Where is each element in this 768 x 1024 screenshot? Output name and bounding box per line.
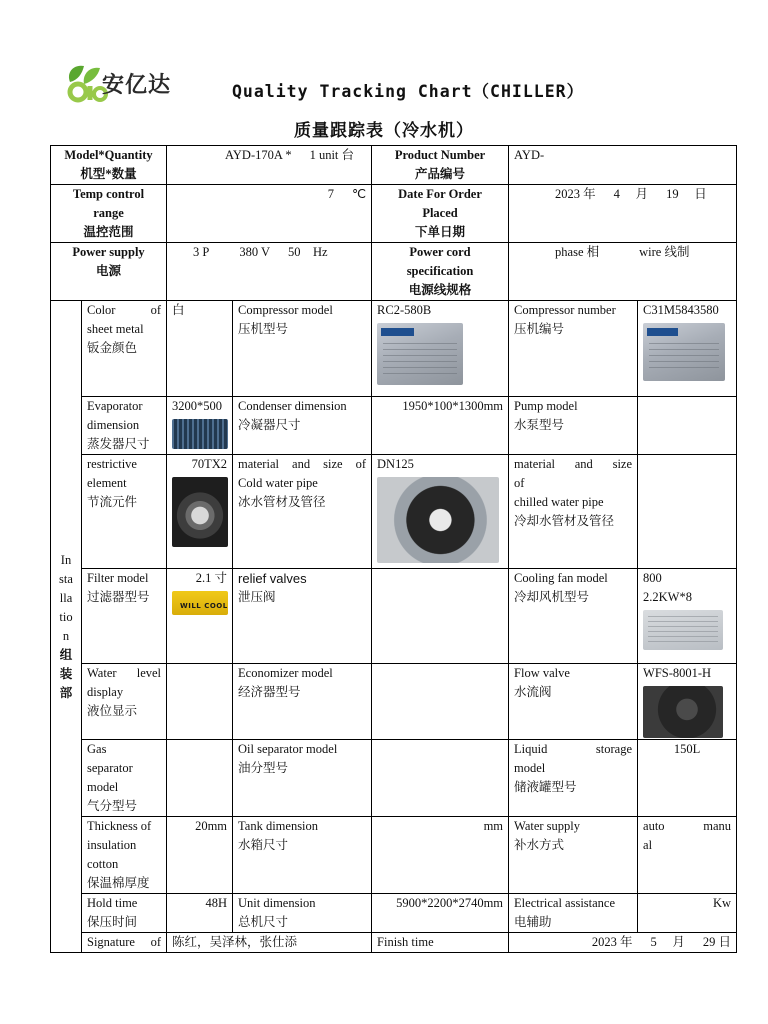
expansion-valve-photo — [172, 477, 228, 547]
model-quantity-value — [167, 146, 372, 185]
finish-time-label: Finish time — [372, 933, 509, 953]
filter-value: 2.1 寸 WILL COOL — [167, 569, 233, 664]
unit-dimension-label: Unit dimension 总机尺寸 — [233, 894, 372, 933]
power-cord-value: phase 相 wire 线制 — [509, 243, 737, 301]
finish-time-value: 2023 年 5 月 29 日 — [509, 933, 737, 953]
evaporator-label: Evaporator dimension 蒸发器尺寸 — [82, 397, 167, 455]
water-level-label: Water level display 液位显示 — [82, 664, 167, 740]
power-cord-label: Power cord specification 电源线规格 — [372, 243, 509, 301]
color-value: 白 — [167, 301, 233, 397]
economizer-label: Economizer model 经济器型号 — [233, 664, 372, 740]
oil-separator-label: Oil separator model 油分型号 — [233, 740, 372, 817]
condenser-value: 1950*100*1300mm — [372, 397, 509, 455]
unit-dimension-value: 5900*2200*2740mm — [372, 894, 509, 933]
order-date-label: Date For Order Placed 下单日期 — [372, 185, 509, 243]
compressor-model-value: RC2-580B — [372, 301, 509, 397]
water-level-value — [167, 664, 233, 740]
gas-separator-label: Gas separator model 气分型号 — [82, 740, 167, 817]
hold-time-label: Hold time 保压时间 — [82, 894, 167, 933]
row-gas-separator — [51, 740, 737, 817]
compressor-number-nameplate-photo — [643, 323, 725, 381]
water-supply-label: Water supply 补水方式 — [509, 817, 638, 894]
evaporator-value: 3200*500 — [167, 397, 233, 455]
model-quantity-label: Model*Quantity 机型*数量 — [51, 146, 167, 185]
flow-valve-label: Flow valve 水流阀 — [509, 664, 638, 740]
signature-value: 陈红，吴泽林，张仕添 — [167, 933, 372, 953]
chilled-pipe-label: material and size of chilled water pipe 冷却水管材及管径 — [509, 455, 638, 569]
temp-range-value: 7 ℃ — [167, 185, 372, 243]
restrictive-label: restrictive element 节流元件 — [82, 455, 167, 569]
product-number-value: AYD- — [509, 146, 737, 185]
water-supply-value: auto manu al — [638, 817, 737, 894]
row-water-level — [51, 664, 737, 740]
flow-switch-photo — [643, 686, 723, 738]
liquid-storage-label: Liquid storage model 储液罐型号 — [509, 740, 638, 817]
quality-tracking-table — [50, 145, 737, 953]
insulation-value: 20mm — [167, 817, 233, 894]
gas-separator-value — [167, 740, 233, 817]
evaporator-photo — [172, 419, 228, 449]
header-row-model — [51, 146, 737, 185]
power-supply-value: 3 P 380 V 50 Hz — [167, 243, 372, 301]
company-name: 安亿达 — [102, 73, 172, 98]
product-number-label: Product Number 产品编号 — [372, 146, 509, 185]
relief-valve-value — [372, 569, 509, 664]
insulation-label: Thickness of insulation cotton 保温棉厚度 — [82, 817, 167, 894]
fan-nameplate-photo — [643, 610, 723, 650]
electrical-value: Kw — [638, 894, 737, 933]
row-evaporator — [51, 397, 737, 455]
restrictive-value: 70TX2 — [167, 455, 233, 569]
cold-pipe-label: material and size of Cold water pipe 冰水管材及管径 — [233, 455, 372, 569]
cooling-fan-value: 800 2.2KW*8 — [638, 569, 737, 664]
economizer-value — [372, 664, 509, 740]
temp-range-label: Temp control range 温控范围 — [51, 185, 167, 243]
flow-valve-value: WFS-8001-H — [638, 664, 737, 740]
page-title-en: Quality Tracking Chart（CHILLER） — [232, 82, 585, 101]
compressor-number-label: Compressor number 压机编号 — [509, 301, 638, 397]
row-color-compressor — [51, 301, 737, 397]
filter-label: Filter model 过滤器型号 — [82, 569, 167, 664]
pump-label: Pump model 水泵型号 — [509, 397, 638, 455]
compressor-nameplate-photo — [377, 323, 463, 385]
row-hold-time — [51, 894, 737, 933]
model-value: AYD-170A * — [225, 148, 292, 162]
condenser-label: Condenser dimension 冷凝器尺寸 — [233, 397, 372, 455]
row-insulation — [51, 817, 737, 894]
filter-drier-photo — [172, 591, 228, 615]
row-restrictive — [51, 455, 737, 569]
header-row-temp — [51, 185, 737, 243]
row-signature — [51, 933, 737, 953]
compressor-number-value: C31M5843580 — [638, 301, 737, 397]
installation-section-label: In sta lla tio n 组 装 部 — [51, 301, 82, 953]
chilled-pipe-value — [638, 455, 737, 569]
oil-separator-value — [372, 740, 509, 817]
pipe-flange-photo — [377, 477, 499, 563]
header-row-power — [51, 243, 737, 301]
quantity-value: 1 unit 台 — [309, 148, 355, 162]
tank-value: mm — [372, 817, 509, 894]
compressor-model-label: Compressor model 压机型号 — [233, 301, 372, 397]
cooling-fan-label: Cooling fan model 冷却风机型号 — [509, 569, 638, 664]
hold-time-value: 48H — [167, 894, 233, 933]
power-supply-label: Power supply 电源 — [51, 243, 167, 301]
row-filter — [51, 569, 737, 664]
cold-pipe-value: DN125 — [372, 455, 509, 569]
relief-valve-label: relief valves 泄压阀 — [233, 569, 372, 664]
page-title-cn: 质量跟踪表（冷水机） — [294, 121, 474, 141]
signature-label: Signature of — [82, 933, 167, 953]
color-label: Color of sheet metal 钣金颜色 — [82, 301, 167, 397]
liquid-storage-value: 150L — [638, 740, 737, 817]
electrical-label: Electrical assistance 电辅助 — [509, 894, 638, 933]
tank-label: Tank dimension 水箱尺寸 — [233, 817, 372, 894]
pump-value — [638, 397, 737, 455]
order-date-value: 2023 年 4 月 19 日 — [509, 185, 737, 243]
